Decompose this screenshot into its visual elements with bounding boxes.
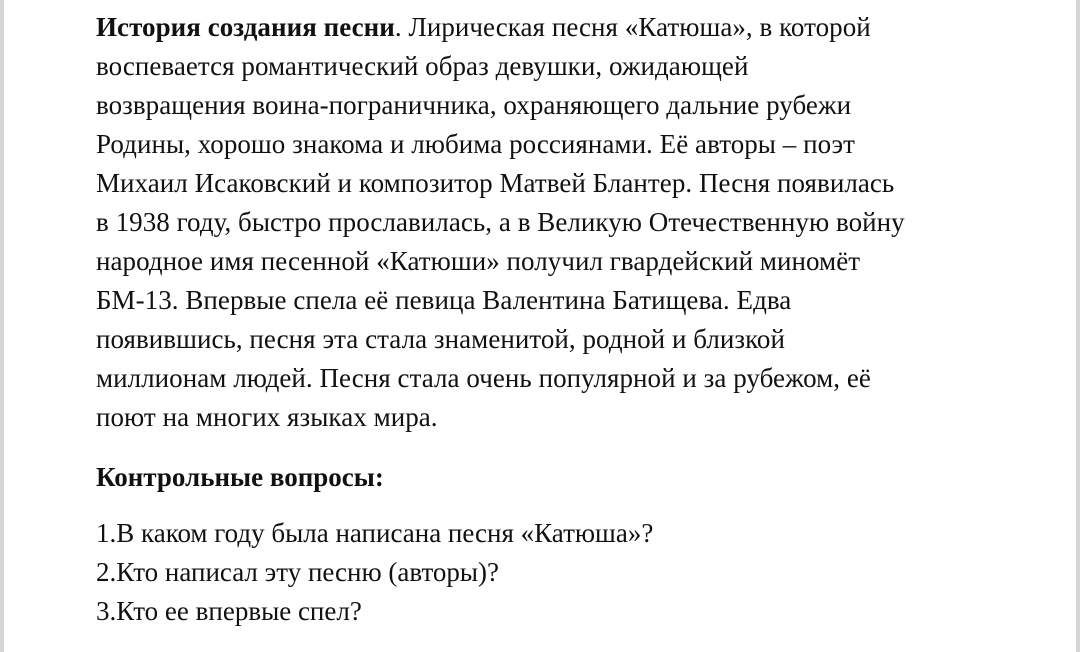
question-item: 1.В каком году была написана песня «Катюша»? [96,518,654,548]
paragraph-line: воспевается романтический образ девушки, ожидающей [96,51,749,81]
page-edge-left [0,0,4,652]
document-body [96,8,1026,631]
paragraph-line: . Лирическая песня «Катюша», в которой [394,12,871,42]
paragraph-line: Михаил Исаковский и композитор Матвей Блантер. Песня появилась [96,168,895,198]
paragraph-line: Родины, хорошо знакома и любима россиянами. Её авторы – поэт [96,129,855,159]
questions-heading: Контрольные вопросы: [96,462,384,492]
page-edge-right [1076,0,1080,652]
question-item: 2.Кто написал эту песню (авторы)? [96,557,500,587]
paragraph-line: поют на многих языках мира. [96,402,438,432]
paragraph-lead-title: История создания песни [96,12,395,42]
paragraph-line: возвращения воина-пограничника, охраняющего дальние рубежи [96,90,852,120]
questions-list [96,514,1026,631]
paragraph-line: в 1938 году, быстро прославилась, а в Великую Отечественную войну [96,207,905,237]
paragraph-line: БМ-13. Впервые спела её певица Валентина Батищева. Едва [96,285,792,315]
paragraph-line: народное имя песенной «Катюши» получил гвардейский миномёт [96,246,861,276]
question-item: 3.Кто ее впервые спел? [96,596,362,626]
paragraph-line: миллионам людей. Песня стала очень популярной и за рубежом, её [96,363,871,393]
paragraph-line: появившись, песня эта стала знаменитой, родной и близкой [96,324,785,354]
history-paragraph [96,8,1026,437]
